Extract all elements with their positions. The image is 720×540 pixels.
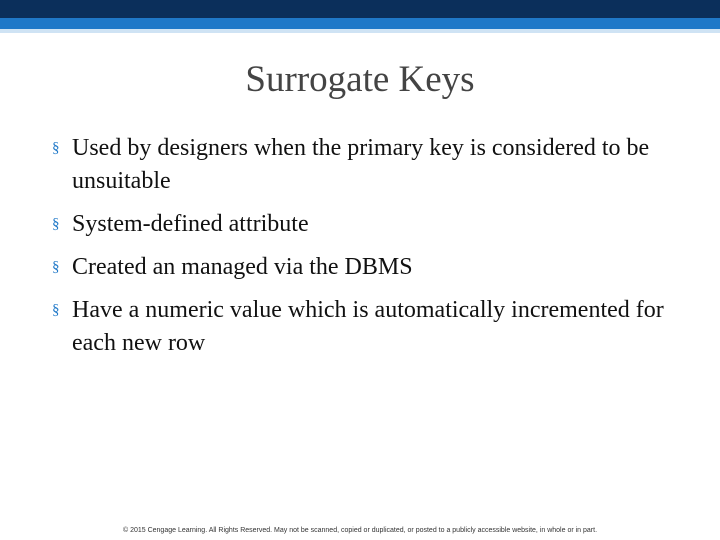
bullet-text: System-defined attribute: [72, 211, 309, 237]
bullet-item: [52, 208, 672, 241]
header-band-blue: [0, 18, 720, 29]
bullet-list: [52, 132, 672, 370]
header-band-dark: [0, 0, 720, 18]
bullet-text: Used by designers when the primary key is considered to be unsuitable: [72, 135, 650, 194]
square-bullet-icon: §: [52, 259, 60, 275]
square-bullet-icon: §: [52, 302, 60, 318]
bullet-text: Have a numeric value which is automatically incremented for each new row: [72, 297, 664, 356]
bullet-item: [52, 251, 672, 284]
square-bullet-icon: §: [52, 216, 60, 232]
bullet-item: [52, 294, 672, 360]
slide-title: Surrogate Keys: [245, 59, 475, 100]
square-bullet-icon: §: [52, 140, 60, 156]
copyright-footer: © 2015 Cengage Learning. All Rights Reserved. May not be scanned, copied or duplicated, or posted to a publicly accessible website, in whole or in part.: [122, 527, 598, 534]
bullet-item: [52, 132, 672, 198]
bullet-text: Created an managed via the DBMS: [72, 254, 413, 280]
header-band-light: [0, 29, 720, 33]
